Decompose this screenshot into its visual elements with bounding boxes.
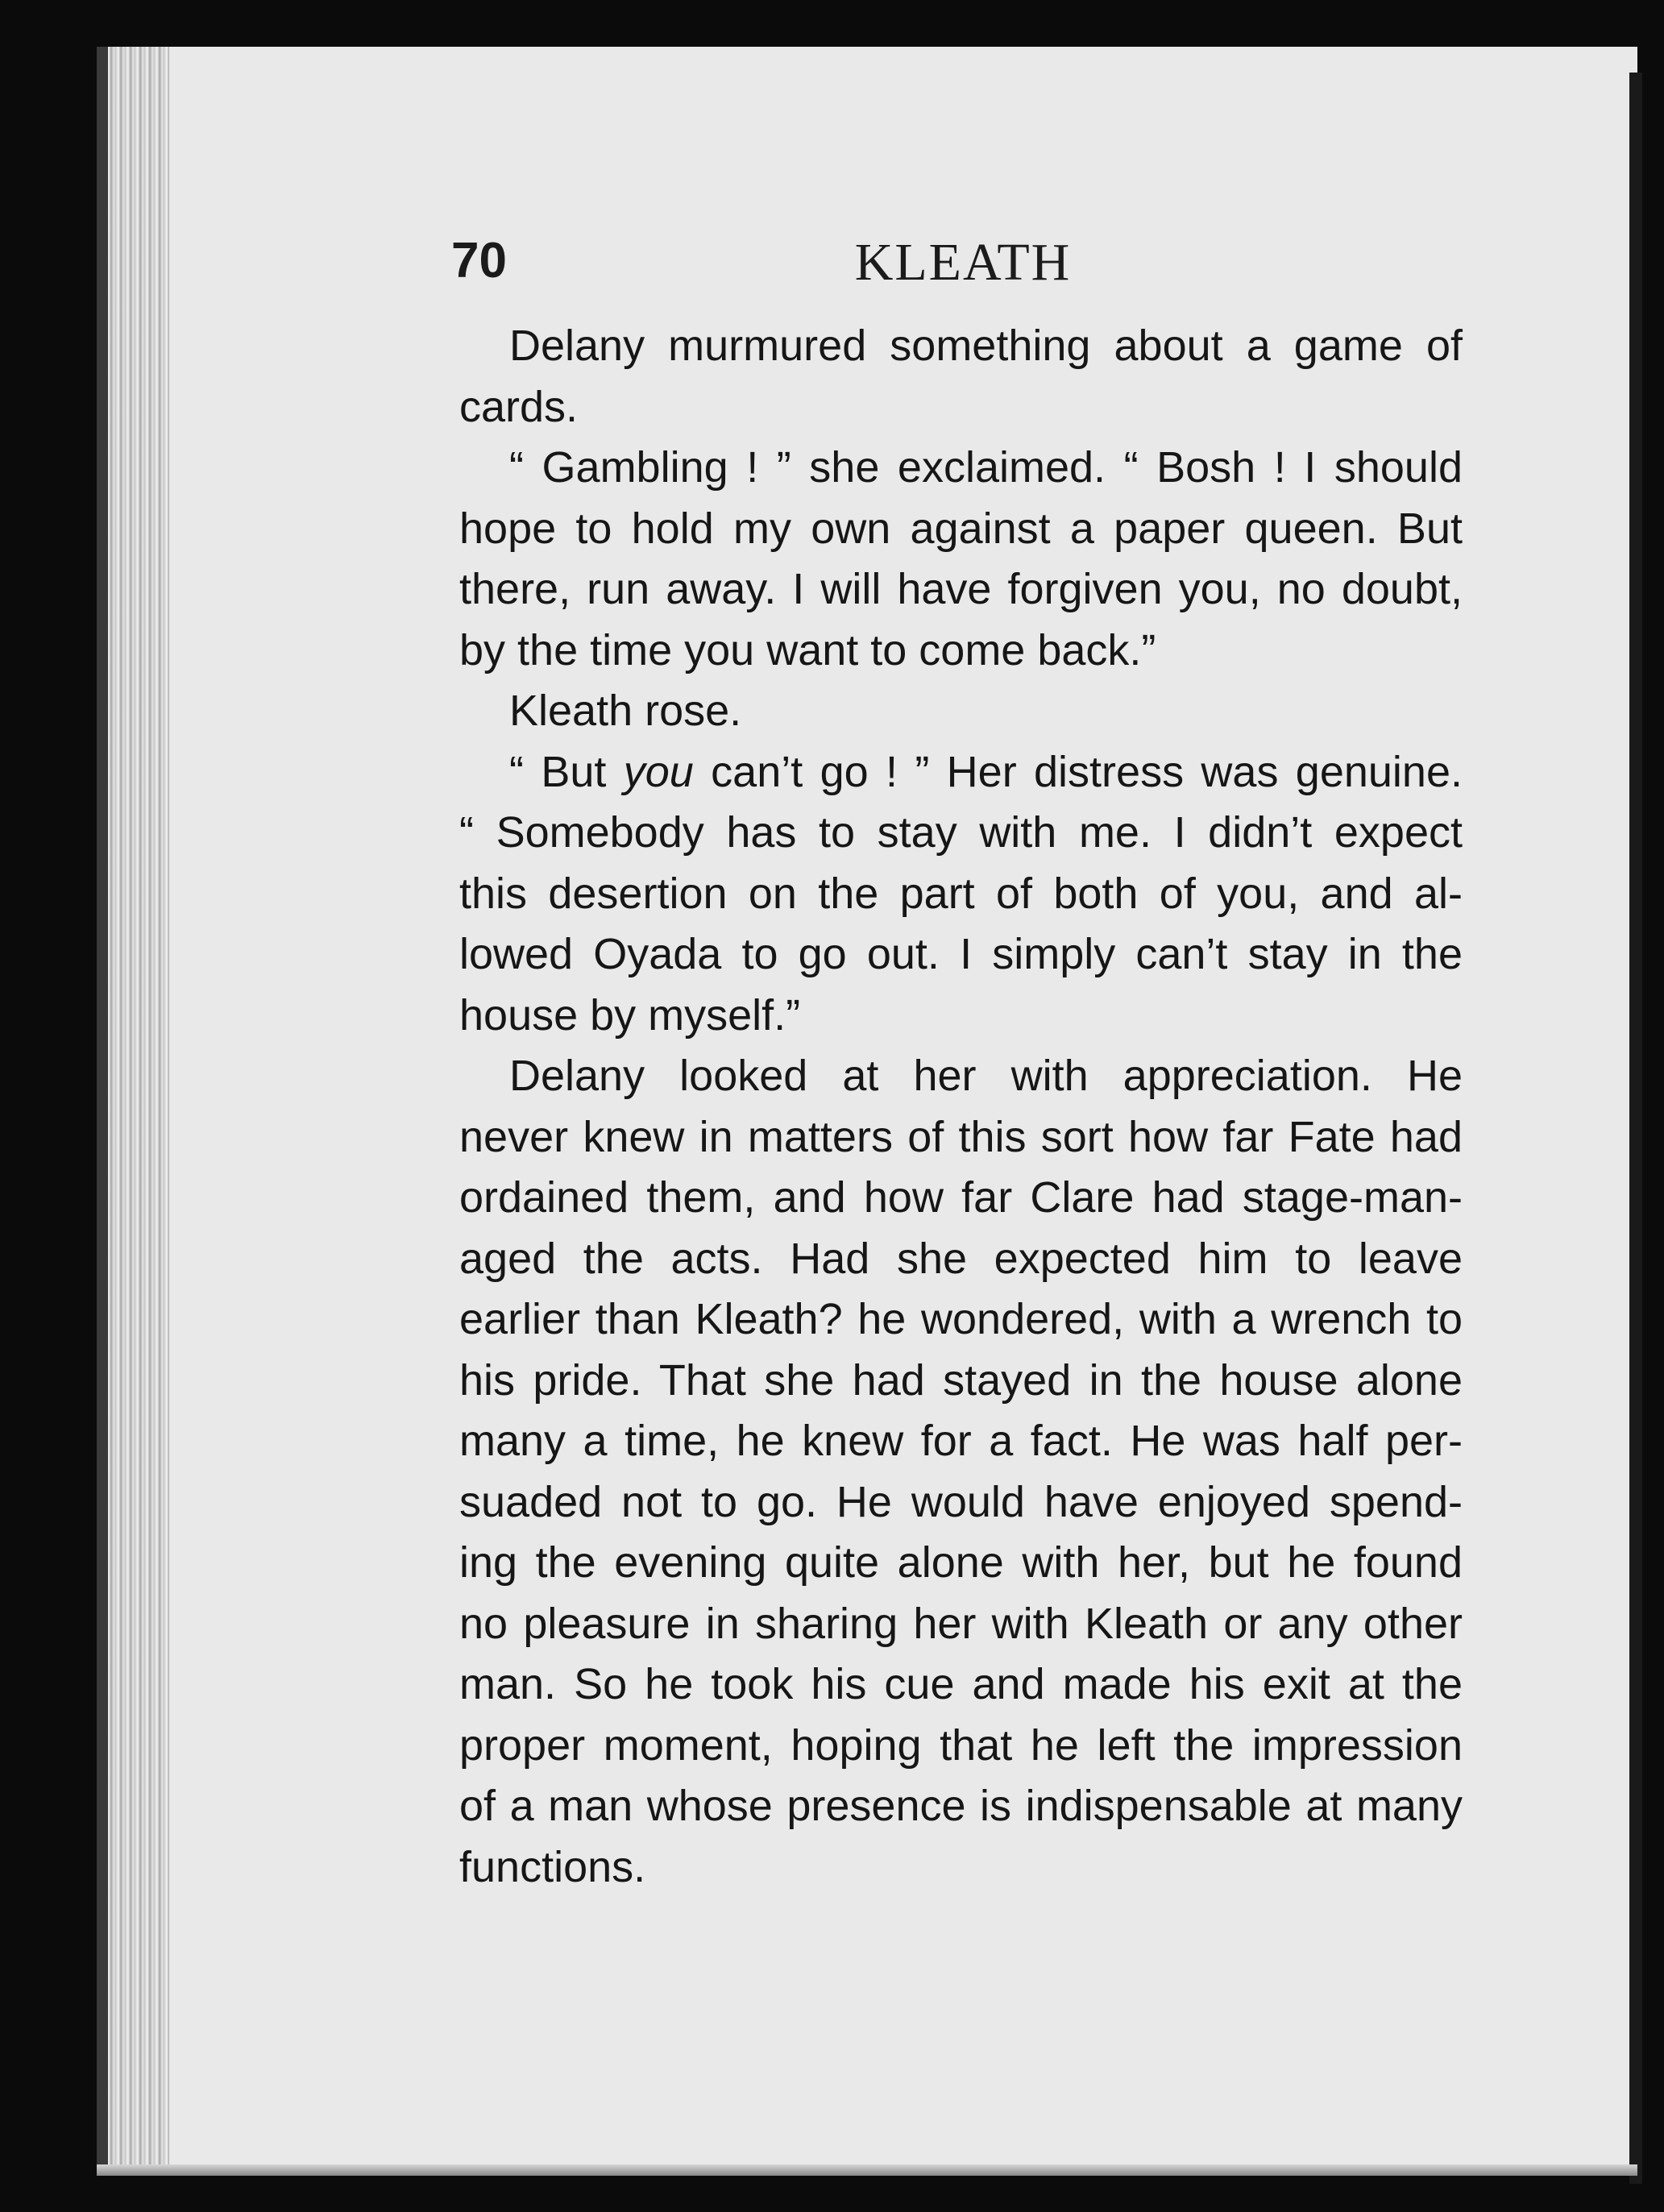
- page-number: 70: [451, 233, 507, 288]
- text-line: no pleasure in sharing her with Kleath or any other: [459, 1599, 1463, 1648]
- text-line: never knew in matters of this sort how far Fate had: [459, 1112, 1463, 1161]
- text-line: aged the acts. Had she expected him to leave: [459, 1234, 1463, 1283]
- gutter-shadow: [1629, 73, 1642, 2184]
- emphasis-text: you: [623, 747, 694, 796]
- text-line: ordained them, and how far Clare had stage-man-: [459, 1173, 1463, 1222]
- running-head: KLEATH: [854, 233, 1072, 292]
- text-line: “ Somebody has to stay with me. I didn’t expect: [459, 808, 1463, 857]
- body-text: [459, 316, 1463, 1898]
- text-line: this desertion on the part of both of you, and al-: [459, 869, 1463, 918]
- text-line: house by myself.”: [459, 990, 801, 1040]
- text-segment: can’t go ! ” Her distress was genuine.: [693, 747, 1463, 796]
- text-line: lowed Oyada to go out. I simply can’t stay in the: [459, 930, 1463, 978]
- text-line: [459, 742, 1463, 803]
- text-line: proper moment, hoping that he left the impression: [459, 1720, 1463, 1770]
- text-line: cards.: [459, 382, 579, 431]
- text-line: “ Gambling ! ” she exclaimed. “ Bosh ! I should: [509, 443, 1463, 492]
- text-line: his pride. That she had stayed in the house alone: [459, 1355, 1463, 1405]
- page-header: [451, 232, 1475, 297]
- text-line: many a time, he knew for a fact. He was half per-: [459, 1417, 1463, 1465]
- page-bottom-edge: [97, 2164, 1637, 2176]
- text-line: of a man whose presence is indispensable at many: [459, 1782, 1463, 1830]
- page-edge-shadow: [97, 47, 108, 2174]
- text-line: earlier than Kleath? he wondered, with a wrench to: [459, 1295, 1463, 1343]
- text-line: hope to hold my own against a paper queen. But: [459, 504, 1463, 553]
- text-line: Delany murmured something about a game of: [509, 322, 1463, 370]
- text-line: man. So he took his cue and made his exit at the: [459, 1660, 1463, 1708]
- text-line: there, run away. I will have forgiven you, no doubt,: [459, 565, 1463, 613]
- text-line: ing the evening quite alone with her, but he found: [459, 1538, 1463, 1587]
- text-line: Delany looked at her with appreciation. He: [509, 1052, 1463, 1100]
- text-segment: “ But: [509, 747, 624, 796]
- text-line: suaded not to go. He would have enjoyed spend-: [459, 1477, 1463, 1526]
- text-line: by the time you want to come back.”: [459, 625, 1156, 674]
- text-line: functions.: [459, 1842, 646, 1891]
- text-line: Kleath rose.: [509, 687, 742, 735]
